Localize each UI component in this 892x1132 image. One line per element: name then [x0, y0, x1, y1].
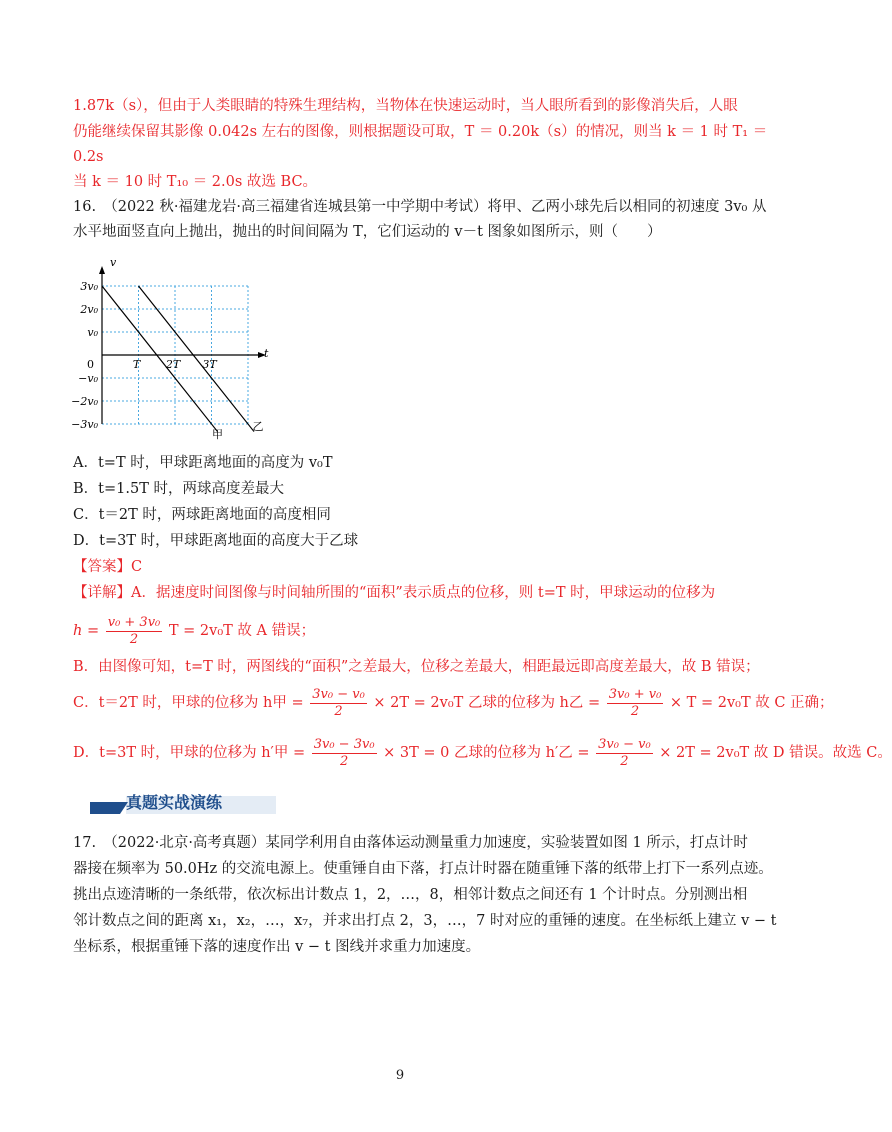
- fraction: $\frac{\text{3v₀ − v₀}}{2}$: [312, 686, 365, 719]
- y-tick-label: v₀: [87, 326, 98, 339]
- y-axis-label: v: [110, 256, 117, 269]
- x-tick-label: 2T: [165, 358, 181, 371]
- y-tick-label: −3v₀: [71, 418, 98, 431]
- detail-a: 【详解】A．据速度时间图像与时间轴所围的“面积”表示质点的位移，则 t=T 时，甲球运动的位移为: [73, 585, 716, 601]
- y-tick-label: 3v₀: [80, 280, 98, 293]
- question-16-stem-cont: 水平地面竖直向上抛出，抛出的时间间隔为 T，它们运动的 v－t 图象如图所示，则（ ）: [73, 224, 662, 240]
- banner-bar-icon: [90, 802, 120, 814]
- series-label-jia: 甲: [212, 428, 223, 441]
- question-17-line: 器接在频率为 50.0Hz 的交流电源上。使重锤自由下落，打点计时器在随重锤下落的纸带上打下一系列点迹。: [73, 861, 773, 877]
- section-banner: [90, 792, 280, 814]
- detail-b: B．由图像可知，t=T 时，两图线的“面积”之差最大，位移之差最大，相距最远即高度差最大，故 B 错误；: [73, 659, 760, 675]
- question-17-line: 挑出点迹清晰的一条纸带，依次标出计数点 1，2，…，8，相邻计数点之间还有 1 个计时点。分别测出相: [73, 887, 748, 903]
- equation-a: [73, 614, 740, 648]
- y-tick-label: 2v₀: [80, 303, 98, 316]
- y-tick-label: −2v₀: [71, 395, 98, 408]
- y-tick-label: −v₀: [78, 372, 98, 385]
- vt-graph: [72, 247, 272, 447]
- banner-title: 真题实战演练: [126, 793, 223, 812]
- x-axis-label: t: [264, 347, 269, 360]
- option-a: A．t=T 时，甲球距离地面的高度为 v₀T: [73, 455, 333, 471]
- answer-line: 【答案】C: [73, 559, 143, 575]
- x-tick-label: 3T: [202, 358, 217, 371]
- series-line: [102, 286, 218, 432]
- series-line: [139, 286, 255, 432]
- detail-c: C．t＝2T 时，甲球的位移为 h甲 = $\frac{\text{3v₀ − v₀}}{2}$ × 2T = 2v₀T 乙球的位移为 h乙 = $\frac{\text{3v₀ + v₀}}{2}$ × T = 2v₀T 故 C 正确；: [73, 686, 834, 719]
- fraction: $\frac{\text{3v₀ + v₀}}{2}$: [608, 686, 662, 719]
- option-d: D．t=3T 时，甲球距离地面的高度大于乙球: [73, 533, 359, 549]
- question-17-line: 坐标系，根据重锤下落的速度作出 v − t 图线并求重力加速度。: [73, 939, 481, 955]
- text-line: 1.87k（s），但由于人类眼睛的特殊生理结构，当物体在快速运动时，当人眼所看到的影像消失后，人眼: [73, 98, 738, 114]
- question-17-line: 邻计数点之间的距离 x₁，x₂，…，x₇，并求出打点 2，3，…，7 时对应的重锤的速度。在坐标纸上建立 v − t: [73, 913, 777, 929]
- option-b: B．t=1.5T 时，两球高度差最大: [73, 481, 284, 497]
- option-c: C．t＝2T 时，两球距离地面的高度相同: [73, 507, 331, 523]
- fraction: $\frac{\text{3v₀ − v₀}}{2}$: [598, 736, 651, 769]
- text-line: 仍能继续保留其影像 0.042s 左右的图像，则根据题设可取，T ＝ 0.20k（s）的情况，则当 k ＝ 1 时 T₁ ＝: [73, 124, 768, 140]
- x-tick-label: T: [132, 358, 141, 371]
- fraction: $\frac{\text{3v₀ − 3v₀}}{2}$: [313, 736, 375, 769]
- question-17-line: 17. （2022·北京·高考真题）某同学利用自由落体运动测量重力加速度，实验装置如图 1 所示，打点计时: [73, 835, 748, 851]
- eq-rhs: T = 2v₀T 故 A 错误；: [168, 623, 316, 639]
- fraction: $\frac{\text{v₀ + 3v₀}}{2}$: [107, 614, 161, 647]
- detail-d: D．t=3T 时，甲球的位移为 h′甲 = $\frac{\text{3v₀ − 3v₀}}{2}$ × 3T = 0 乙球的位移为 h′乙 = $\frac{\text{3v₀ − v₀}}{2}$ × 2T = 2v₀T 故 D 错误。故选 C。: [73, 736, 892, 769]
- graph-axes: [99, 266, 266, 424]
- text-line: 0.2s: [73, 149, 104, 165]
- question-16-stem: 16. （2022 秋·福建龙岩·高三福建省连城县第一中学期中考试）将甲、乙两小球先后以相同的初速度 3v₀ 从: [73, 199, 767, 215]
- text-line: 当 k ＝ 10 时 T₁₀ ＝ 2.0s 故选 BC。: [73, 174, 318, 190]
- series-label-yi: 乙: [252, 420, 264, 433]
- y-axis-arrow-icon: [99, 266, 105, 274]
- y-tick-label: 0: [87, 358, 94, 371]
- page-number: 9: [395, 1068, 405, 1083]
- eq-lhs: h =: [73, 623, 100, 639]
